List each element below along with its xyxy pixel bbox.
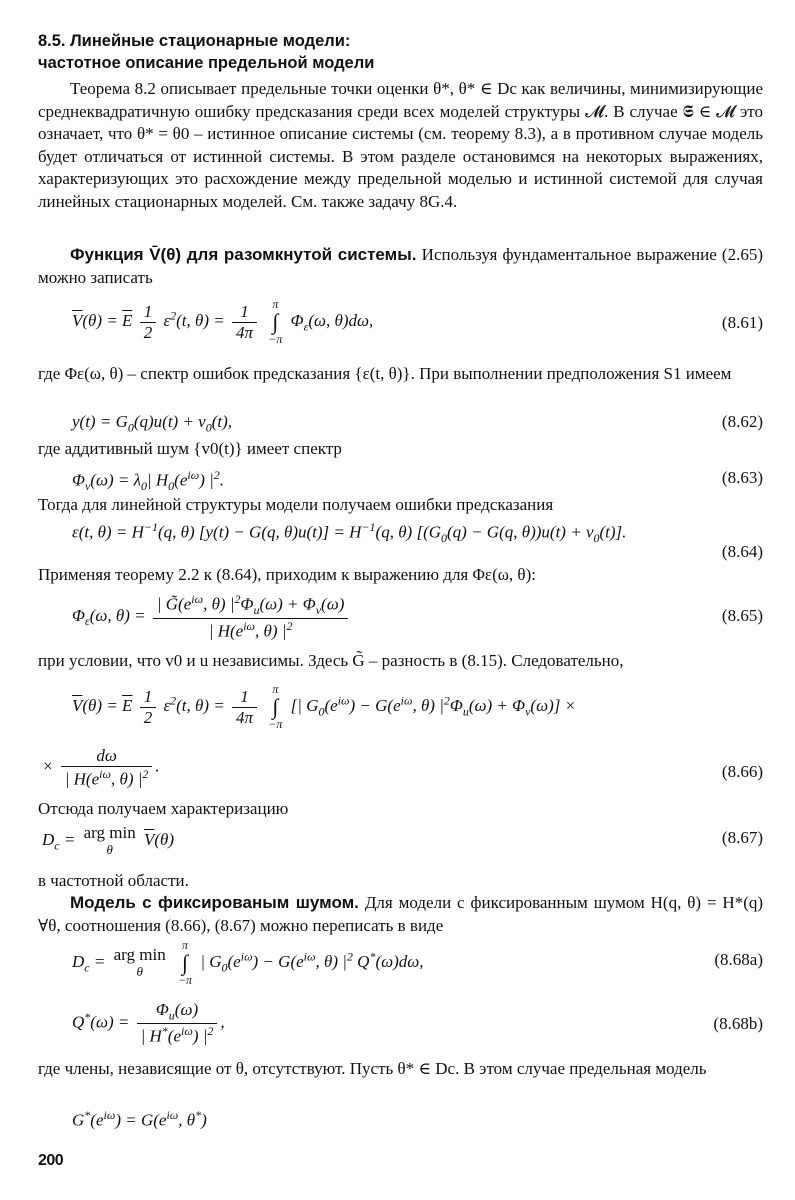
equation-number-8-65: (8.65) — [721, 606, 763, 625]
paragraph-6: Применяя теорему 2.2 к (8.64), приходим к выражению для Φε(ω, θ): — [38, 565, 536, 584]
equation-8-61-body: $\overline{V}(\theta) = \overline{E}$ $\frac{1}{2}$ $\varepsilon^2(t$, θ) = $\frac{1}{4\pi}$ π ∫ −π $\Phi_\varepsilon(\omega$, θ)dω, — [72, 297, 374, 346]
equation-8-64 — [38, 520, 763, 564]
equation-8-64-body: ε(t, $\theta) = H^{-1}(q$, θ) [y(t) − G(q, $\theta)u(t)] = H^{-1}(q$, θ) [($G_0(q) - G(q$, $\theta))u(t) + v_0(t)$]. — [72, 520, 627, 546]
equation-8-68a — [38, 938, 763, 996]
equation-8-66 — [38, 678, 763, 798]
equation-8-62 — [38, 408, 763, 438]
equation-8-66-line1: $\overline{V}(\theta) = \overline{E}$ $\frac{1}{2}$ $\varepsilon^2(t$, θ) = $\frac{1}{4\pi}$ π ∫ −π [| $G_0(e^{i\omega}) - G(e^{i\omega}$, θ) $|^2\Phi_u(\omega) + \Phi_v(\omega)$] × — [72, 682, 577, 731]
equation-number-8-66: (8.66) — [721, 762, 763, 781]
equation-limit-model — [38, 1104, 763, 1134]
equation-8-68a-body: $D_c$ = arg min θ π ∫ −π | $G_0(e^{i\omega}) - G(e^{i\omega}$, θ) $|^2$ Q*(ω)dω, — [72, 938, 424, 987]
paragraph-1: Теорема 8.2 описывает предельные точки оценки θ*, θ* ∈ Dc как величины, минимизирующие среднеквадратичную ошибку предсказания среди всех моделей структуры 𝓜. В случае 𝕾 ∈ 𝓜 это означает, что θ* = θ0 – истинное описание системы (см. теорему 8.3), а в противном случае модель будет отличаться от истинной системы. В этом разделе остановимся на некоторых выражениях, характеризующих это расхождение между предельной моделью и истинной системой для случая линейных стационарных моделей. См. также задачу 8G.4. — [38, 79, 763, 211]
equation-number-8-61: (8.61) — [721, 313, 763, 332]
equation-8-63 — [38, 462, 763, 494]
equation-number-8-67: (8.67) — [721, 828, 763, 847]
paragraph-4: где аддитивный шум {v0(t)} имеет спектр — [38, 439, 342, 458]
equation-number-8-68a: (8.68a) — [714, 950, 763, 969]
paragraph-11: где члены, независящие от θ, отсутствуют. Пусть θ* ∈ Dc. В этом случае предельная модель — [38, 1059, 707, 1078]
section-title-line1: 8.5. Линейные стационарные модели: — [38, 32, 351, 50]
section-title-line2: частотное описание предельной модели — [38, 54, 375, 72]
paragraph-2-text: Используя фундаментальное выражение (2.65) можно записать — [38, 245, 763, 287]
equation-8-68b — [38, 996, 763, 1058]
equation-number-8-63: (8.63) — [721, 468, 763, 487]
equation-8-62-body: $y(t) = G_0(q)u(t) + v_0(t)$, — [72, 412, 233, 435]
equation-8-63-body: $\Phi_v(\omega) = \lambda_0|$ $H_0(e^{i\omega})$ $|^2$. — [72, 468, 225, 494]
equation-8-68b-body: Q*(ω) = $\frac{\Phi_u(\omega)}{| H^*(e^{i\omega}) |^2}$ , — [72, 1000, 225, 1047]
paragraph-5: Тогда для линейной структуры модели получаем ошибки предсказания — [38, 495, 554, 514]
paragraph-3: где Φε(ω, θ) – спектр ошибок предсказания {ε(t, θ)}. При выполнении предположения S1 имеем — [38, 364, 732, 383]
paragraph-10-text: Для модели с фиксированным шумом H(q, θ) = H*(q) ∀θ, соотношения (8.66), (8.67) можно переписать в виде — [38, 893, 764, 935]
equation-number-8-68b: (8.68b) — [713, 1014, 763, 1033]
equation-8-65-body: $\Phi_\varepsilon(\omega$, θ) = $\frac{| G̃(e^{i\omega}, \theta) |^2\Phi_u(\omega) + \Phi_v(\omega)}{| H(e^{i\omega}, \theta) |^2}$ — [72, 592, 351, 642]
page — [38, 30, 763, 1134]
equation-8-67 — [38, 822, 763, 870]
equation-number-8-62: (8.62) — [721, 412, 763, 431]
equation-8-65 — [38, 590, 763, 650]
paragraph-10 — [38, 892, 763, 938]
paragraph-10-runin: Модель с фиксированым шумом. — [70, 893, 359, 912]
page-number: 200 — [38, 1152, 64, 1169]
equation-8-67-body: $D_c$ = arg min θ $\overline{V}(\theta)$ — [42, 823, 175, 857]
paragraph-7: при условии, что v0 и u независимы. Здесь G̃ – разность в (8.15). Следовательно, — [38, 651, 624, 670]
equation-8-61 — [38, 289, 763, 363]
equation-number-8-64: (8.64) — [721, 542, 763, 561]
paragraph-9: в частотной области. — [38, 871, 189, 890]
equation-8-66-line2: × $\frac{d\omega}{| H(e^{i\omega}, \theta) |^2}$ . — [42, 746, 160, 789]
section-heading — [38, 30, 763, 74]
equation-limit-model-body: $G^*(e^{i\omega}) = G(e^{i\omega}$, θ*) — [72, 1108, 207, 1130]
paragraph-8: Отсюда получаем характеризацию — [38, 799, 289, 818]
paragraph-2 — [38, 244, 763, 289]
paragraph-2-runin: Функция V̄(θ) для разомкнутой системы. — [70, 245, 417, 264]
